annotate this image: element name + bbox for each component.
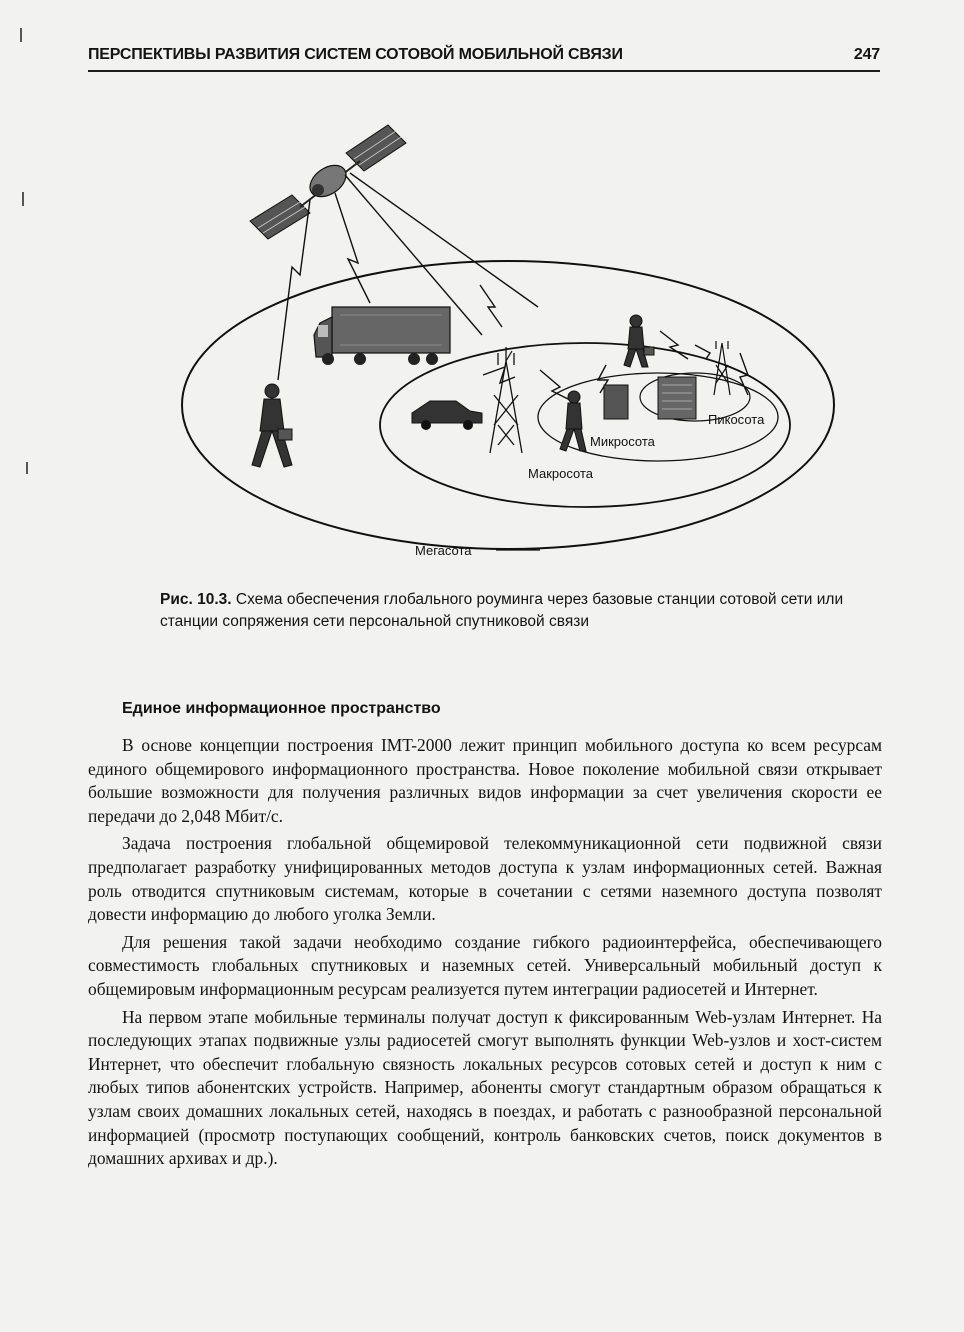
scan-mark — [26, 462, 28, 474]
figure-caption — [160, 589, 850, 633]
macrocell-tower-icon — [490, 347, 522, 453]
paragraph: Для решения такой задачи необходимо создание гибкого радиоинтерфейса, обеспечивающего совместимость глобальных спутниковых и наземных сетей. Универсальный мобильный доступ к общемировым информационным ресурсам реализуется путем интеграции радиосетей и Интернет. — [88, 931, 882, 999]
caption-text: Схема обеспечения глобального роуминга через базовые станции сотовой сети или станции сопряжения сети персональной спутниковой связи — [160, 591, 844, 630]
scan-mark — [22, 192, 24, 206]
caption-label: Рис. 10.3. — [160, 591, 232, 608]
macrocell-label: Макросота — [528, 466, 593, 481]
picocell-label: Пикосота — [708, 412, 765, 427]
satellite-icon — [250, 125, 406, 239]
paragraph: Задача построения глобальной общемировой телекоммуникационной сети подвижной связи предполагает разработку унифицированных методов доступа к узлам информационных сетей. Важная роль отводится спутниковым системам, которые в сочетании с сетями наземного доступа позволят довести информацию до любого уголка Земли. — [88, 833, 882, 925]
body-text — [88, 734, 882, 1175]
paragraph: В основе концепции построения IMT-2000 лежит принцип мобильного доступа ко всем ресурсам единого общемирового информационного пространства. Новое поколение мобильной связи открывает большие возможности для получения различных видов информации за счет увеличения скорости ее передачи до 2,048 Мбит/с. — [88, 735, 882, 826]
pedestrian-center-icon — [560, 391, 586, 451]
running-head — [88, 46, 880, 64]
paragraph: На первом этапе мобильные терминалы получат доступ к фиксированным Web-узлам Интернет. На последующих этапах подвижные узлы радиосетей смогут выполнять функции Web-узлов и хост-систем Интернет, что обеспечит глобальную связность локальных ресурсов сотовых сетей и доступ к ним с любых типов абонентских устройств. Например, абоненты смогут стандартным образом обращаться к узлам своих домашних локальных сетей, находясь в поездах, и работать с разнообразной персональной информацией (просмотр поступающих сообщений, контроль банковских счетов, поиск документов в домашних архивах и др.). — [88, 1006, 882, 1169]
pedestrian-left-icon — [252, 384, 292, 467]
car-icon — [412, 401, 482, 430]
microcell-label: Микросота — [590, 434, 655, 449]
megacell-label: Мегасота — [415, 543, 472, 558]
running-head-title: ПЕРСПЕКТИВЫ РАЗВИТИЯ СИСТЕМ СОТОВОЙ МОБИЛЬНОЙ СВЯЗИ — [88, 46, 623, 63]
radio-links — [278, 173, 748, 400]
diagram-svg — [150, 95, 880, 585]
pedestrian-right-icon — [624, 315, 654, 367]
page-number: 247 — [853, 46, 880, 63]
header-rule — [88, 70, 880, 72]
scan-mark — [20, 28, 22, 42]
global-roaming-diagram — [150, 95, 880, 585]
truck-icon — [314, 307, 450, 365]
section-heading: Единое информационное пространство — [122, 700, 441, 717]
